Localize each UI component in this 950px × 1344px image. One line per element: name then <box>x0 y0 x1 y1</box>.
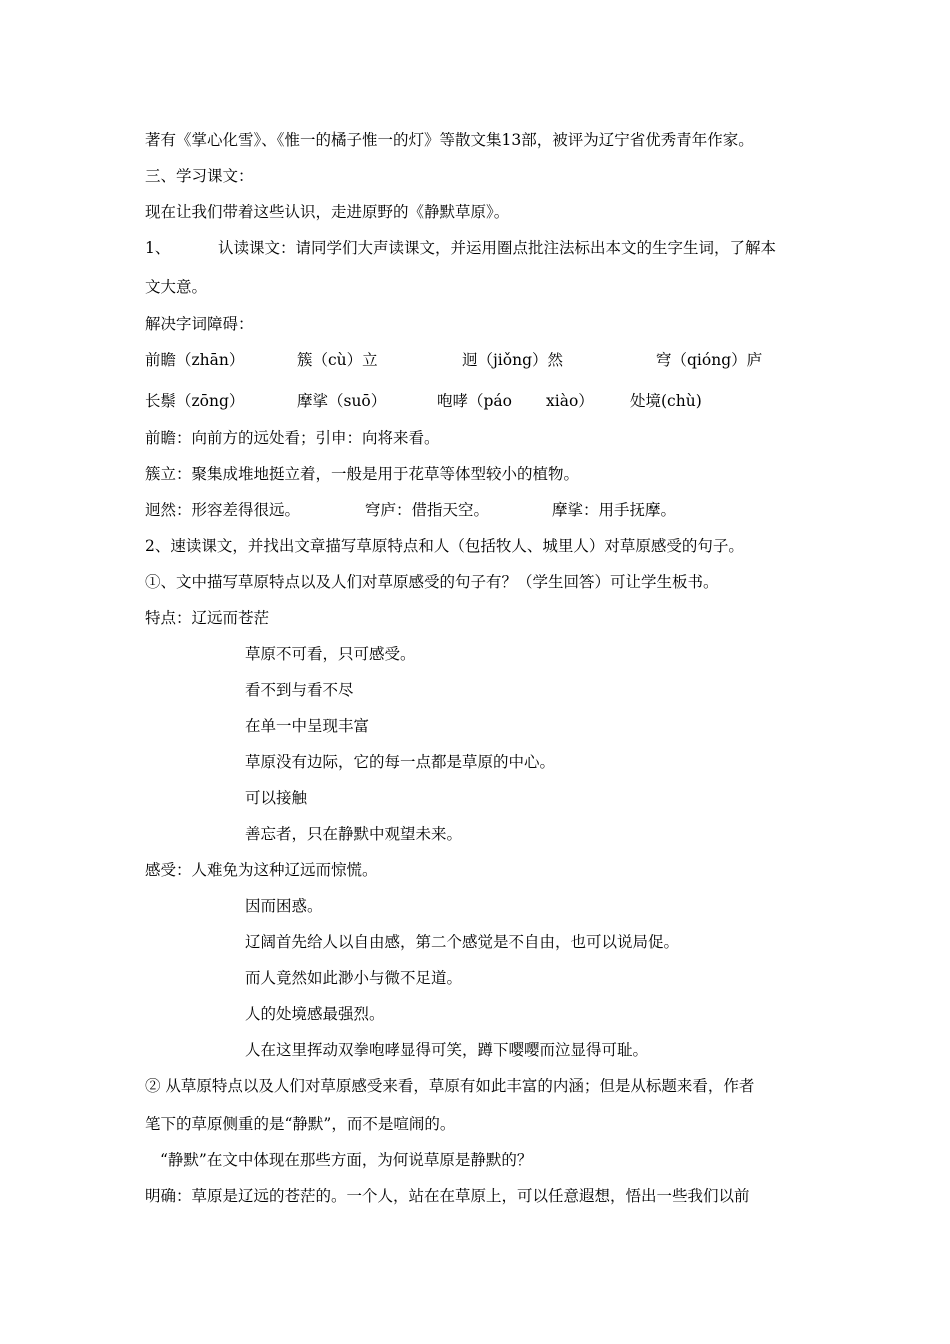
question1-line: ①、文中描写草原特点以及人们对草原感受的句子有？（学生回答）可让学生板书。 <box>145 573 719 591</box>
question2-line2: 笔下的草原侧重的是“静默”，而不是喧闹的。 <box>145 1115 456 1133</box>
feeling-item: 而人竟然如此渺小与微不足道。 <box>245 969 463 987</box>
feeling-item: 人在这里挥动双拳咆哮显得可笑，蹲下嘤嘤而泣显得可耻。 <box>245 1041 649 1059</box>
vocab-item: xiào） <box>546 392 594 410</box>
question3-line: “静默”在文中体现在那些方面，为何说草原是静默的？ <box>160 1151 533 1169</box>
vocab-item: 长鬃（zōng） <box>145 392 245 410</box>
step1-number: 1、 <box>145 239 171 257</box>
vocab-heading: 解决字词障碍： <box>145 315 254 333</box>
feelings-label: 感受：人难免为这种辽远而惊慌。 <box>145 861 378 879</box>
vocab-item: 处境(chù) <box>630 392 702 410</box>
vocab-item: 前瞻（zhān） <box>145 351 245 369</box>
definition-item: 迥然：形容差得很远。 <box>145 501 301 519</box>
definition-item: 穹庐：借指天空。 <box>365 501 490 519</box>
transition-line: 现在让我们带着这些认识，走进原野的《静默草原》。 <box>145 203 510 221</box>
vocab-item: 穹（qióng）庐 <box>656 351 763 369</box>
features-label: 特点：辽远而苍茫 <box>145 609 270 627</box>
step1-text: 认读课文：请同学们大声读课文，并运用圈点批注法标出本文的生字生词，了解本 <box>218 239 777 257</box>
step2-line: 2、速读课文，并找出文章描写草原特点和人（包括牧人、城里人）对草原感受的句子。 <box>145 537 744 555</box>
feature-item: 草原不可看，只可感受。 <box>245 645 416 663</box>
definition-qianzhan: 前瞻：向前方的远处看；引申：向将来看。 <box>145 429 440 447</box>
feature-item: 善忘者，只在静默中观望未来。 <box>245 825 463 843</box>
feeling-item: 因而困惑。 <box>245 897 323 915</box>
vocab-item: 簇（cù）立 <box>297 351 378 369</box>
question2-line1: ② 从草原特点以及人们对草原感受来看，草原有如此丰富的内涵；但是从标题来看，作者 <box>145 1077 755 1095</box>
intro-line: 著有《掌心化雪》、《惟一的橘子惟一的灯》等散文集13部，被评为辽宁省优秀青年作家。 <box>145 131 754 149</box>
feature-item: 在单一中呈现丰富 <box>245 717 370 735</box>
vocab-item: 摩挲（suō） <box>297 392 387 410</box>
feeling-item: 人的处境感最强烈。 <box>245 1005 385 1023</box>
definition-item: 摩挲：用手抚摩。 <box>552 501 677 519</box>
feature-item: 草原没有边际，它的每一点都是草原的中心。 <box>245 753 556 771</box>
definition-culi: 簇立：聚集成堆地挺立着，一般是用于花草等体型较小的植物。 <box>145 465 580 483</box>
feature-item: 可以接触 <box>245 789 308 807</box>
section3-heading: 三、学习课文： <box>145 167 254 185</box>
answer-line: 明确：草原是辽远的苍茫的。一个人，站在在草原上，可以任意遐想，悟出一些我们以前 <box>145 1187 750 1205</box>
feature-item: 看不到与看不尽 <box>245 681 354 699</box>
step1-continuation: 文大意。 <box>145 278 208 296</box>
vocab-item: 迥（jiǒng）然 <box>462 351 564 369</box>
feeling-item: 辽阔首先给人以自由感，第二个感觉是不自由，也可以说局促。 <box>245 933 680 951</box>
vocab-item: 咆哮（páo <box>437 392 512 410</box>
